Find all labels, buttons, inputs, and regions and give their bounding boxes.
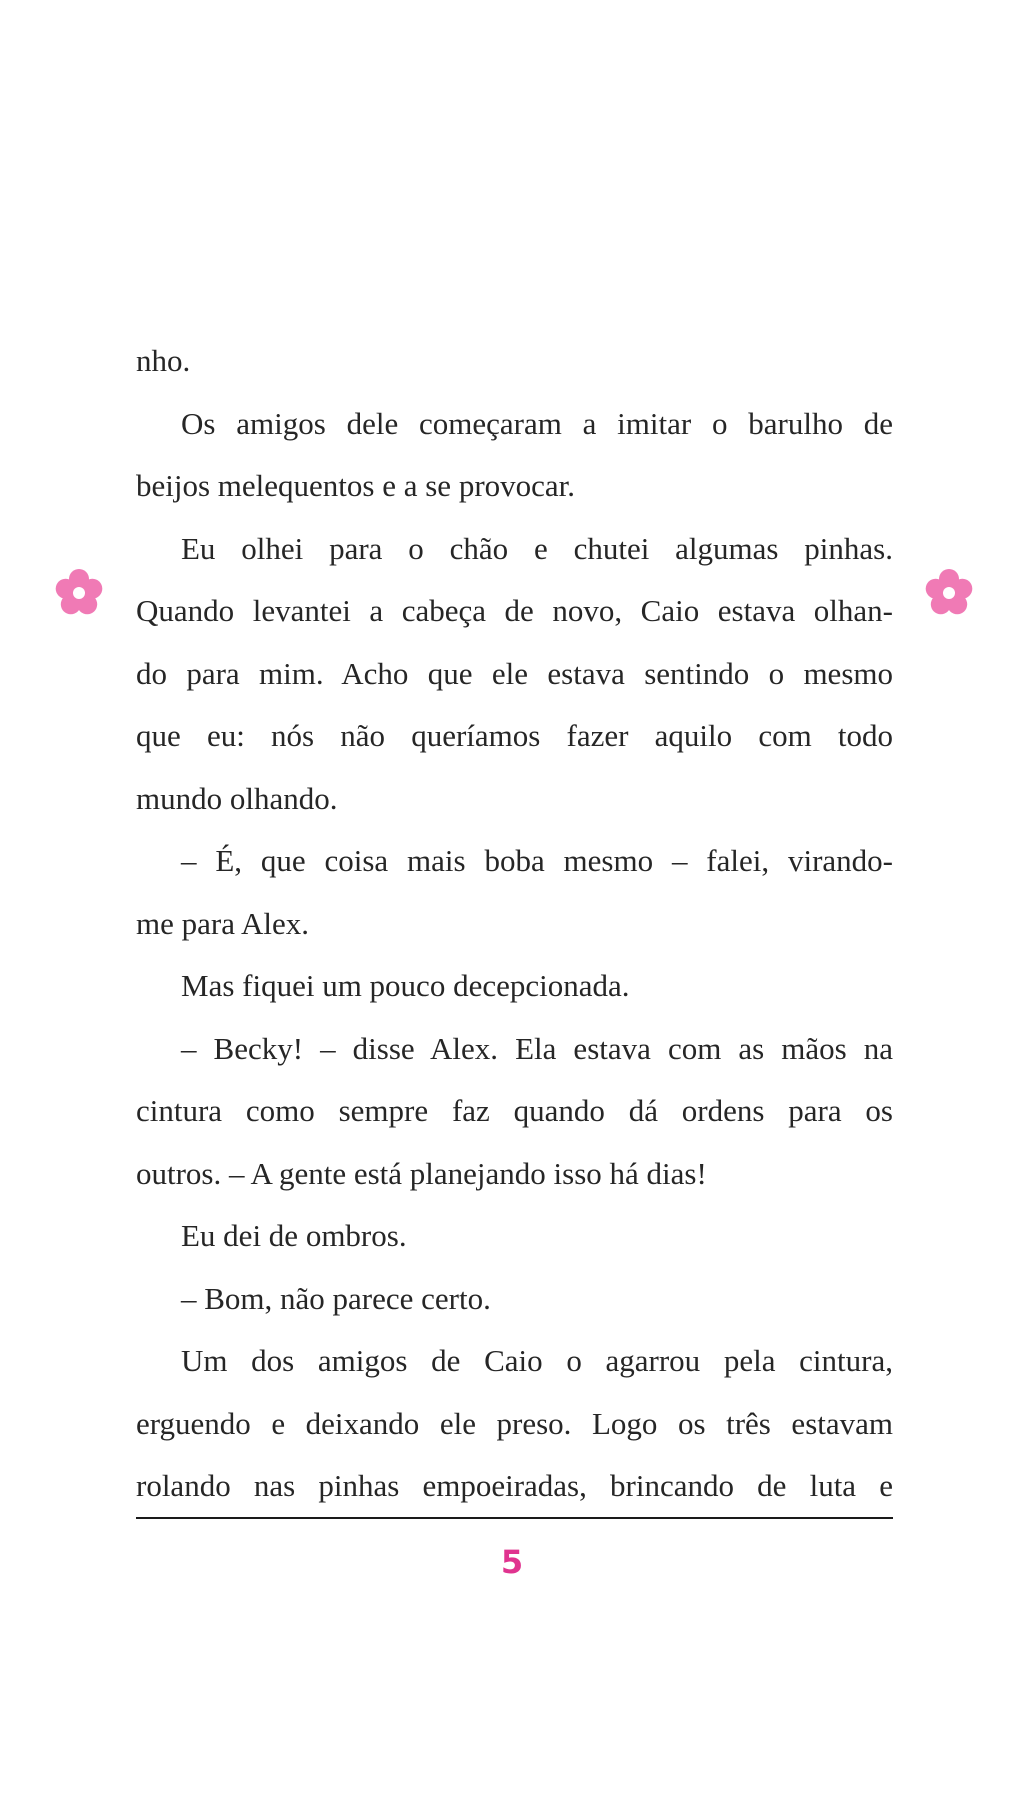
text-line: – Bom, não parece certo. [181,1280,491,1316]
text-line: Eu olhei para o chão e chutei algumas pinhas. [181,530,893,566]
text-line: – Becky! – disse Alex. Ela estava com as mãos na [181,1030,893,1066]
text-line: Eu dei de ombros. [181,1218,407,1253]
text-line: que eu: nós não queríamos fazer aquilo com todo [136,718,893,753]
text-line: outros. – A gente está planejando isso há dias! [136,1155,707,1191]
text-line: Os amigos dele começaram a imitar o barulho de [181,405,893,441]
page-number: 5 [500,1543,524,1581]
text-line: Um dos amigos de Caio o agarrou pela cintura, [181,1343,893,1378]
text-line: Mas fiquei um pouco decepcionada. [181,968,630,1003]
text-line: rolando nas pinhas empoeiradas, brincando de luta e [136,1468,893,1503]
text-line: do para mim. Acho que ele estava sentindo o mesmo [136,655,893,691]
text-line: erguendo e deixando ele preso. Logo os três estavam [136,1405,893,1441]
body-text [136,330,893,1518]
footer-divider [136,1517,893,1519]
text-line: cintura como sempre faz quando dá ordens para os [136,1093,893,1128]
text-line: – É, que coisa mais boba mesmo – falei, virando- [181,843,893,878]
text-line: beijos melequentos e a se provocar. [136,468,576,503]
left-flower-icon [54,568,104,618]
text-line: Quando levantei a cabeça de novo, Caio estava olhan- [136,593,893,628]
text-line: nho. [136,343,191,378]
text-line: me para Alex. [136,905,310,941]
text-line: mundo olhando. [136,780,338,816]
right-flower-icon [924,568,974,618]
